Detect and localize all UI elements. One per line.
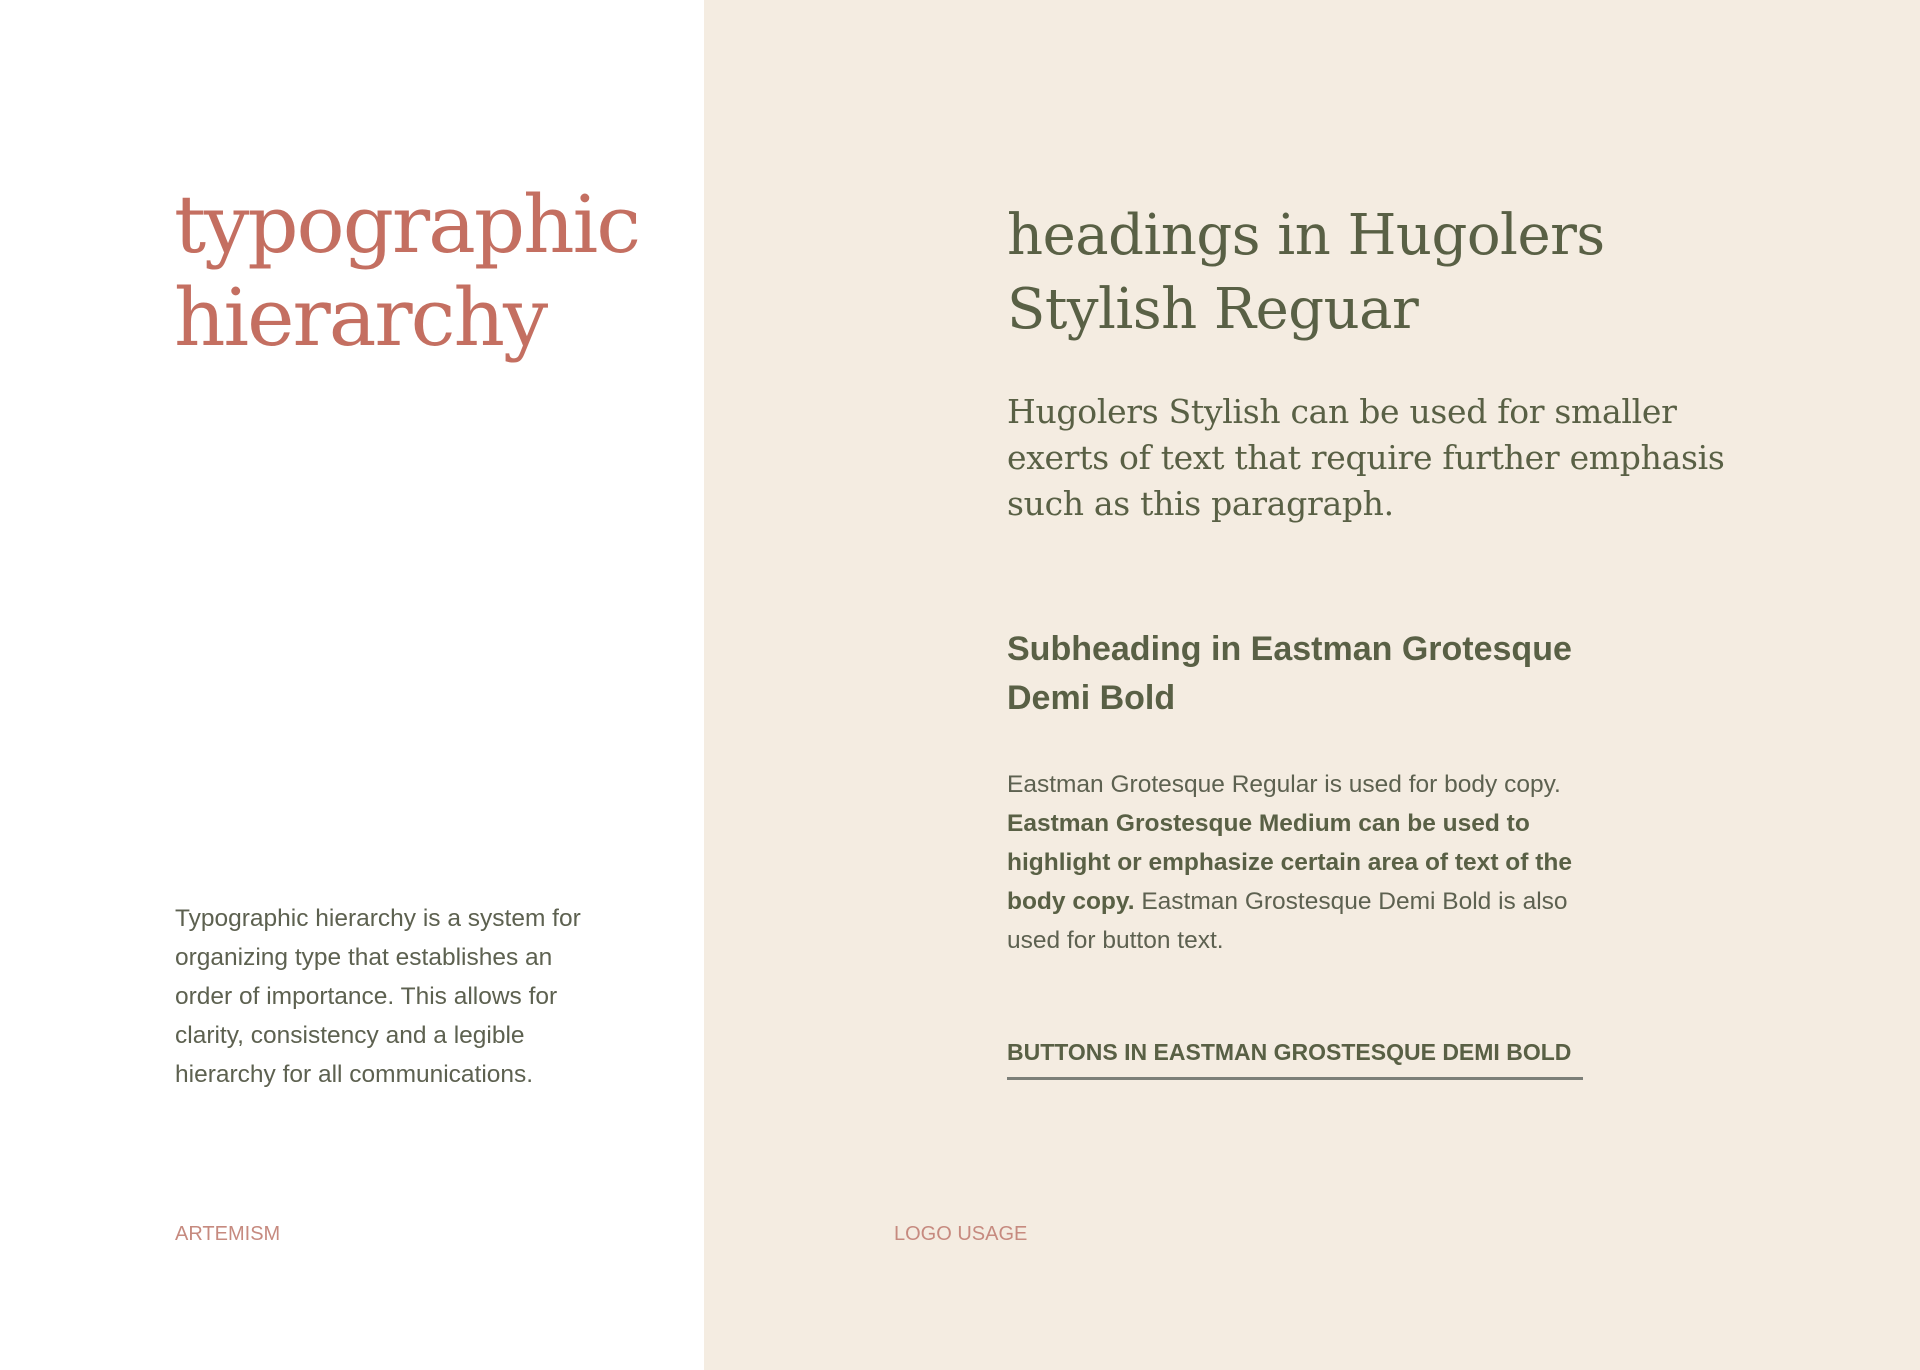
lead-sample-line-2: exerts of text that require further emphasis <box>1007 438 1725 477</box>
body-copy-regular-1: Eastman Grotesque Regular is used for body copy. <box>1007 771 1561 798</box>
sample-button[interactable]: BUTTONS IN EASTMAN GROSTESQUE DEMI BOLD <box>1007 1037 1583 1080</box>
body-copy-emphasis: Eastman Grostesque Medium can be used to highlight or emphasize certain area of text of the body copy. <box>1007 810 1572 915</box>
left-panel <box>0 0 704 1370</box>
heading-sample-line-1: headings in Hugolers <box>1007 203 1605 268</box>
lead-sample-line-1: Hugolers Stylish can be used for smaller <box>1007 392 1677 431</box>
subheading-sample <box>1007 625 1707 723</box>
subheading-sample-line-2: Demi Bold <box>1007 679 1176 717</box>
body-copy-sample <box>1007 765 1607 960</box>
page-title-line-2: hierarchy <box>174 271 547 364</box>
footer-section-label: LOGO USAGE <box>894 1223 1028 1245</box>
footer-brand-label: ARTEMISM <box>175 1223 281 1245</box>
intro-paragraph: Typographic hierarchy is a system for organizing type that establishes an order of importance. This allows for clarity, consistency and a legible hierarchy for all communications. <box>175 905 581 1088</box>
heading-sample-line-2: Stylish Reguar <box>1007 277 1419 342</box>
heading-sample <box>1007 199 1727 347</box>
lead-paragraph-sample <box>1007 389 1767 527</box>
body-copy-regular-2: Eastman Grostesque Demi Bold is also used for button text. <box>1007 888 1568 954</box>
page-title <box>174 178 674 364</box>
subheading-sample-line-1: Subheading in Eastman Grotesque <box>1007 630 1572 668</box>
lead-sample-line-3: such as this paragraph. <box>1007 484 1394 523</box>
page-title-line-1: typographic <box>174 178 639 271</box>
